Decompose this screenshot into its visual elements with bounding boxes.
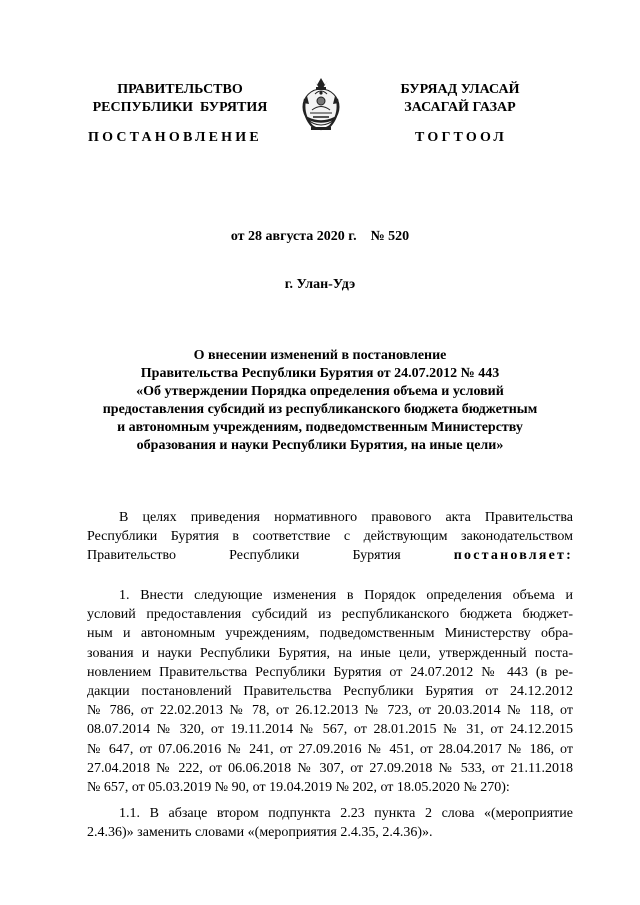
document-title <box>80 347 560 455</box>
title-line: Правительства Республики Бурятия от 24.07.2012 № 443 <box>140 366 500 381</box>
preamble-paragraph <box>87 508 573 566</box>
paragraph-line: № 786, от 22.02.2013 № 78, от 26.12.2013 № 723, от 20.03.2014 № 118, от <box>87 703 573 719</box>
title-line: «Об утверждении Порядка определения объема и условий <box>136 384 504 399</box>
title-line: образования и науки Республики Бурятия, на иные цели» <box>136 438 504 453</box>
issuer-russian-line-2: РЕСПУБЛИКИ БУРЯТИЯ <box>92 100 268 115</box>
paragraph-line: дакции постановлений Правительства Республики Бурятия от 24.12.2012 <box>87 684 573 700</box>
preamble-prefix: Правительство Республики Бурятия <box>87 548 454 564</box>
document-date: от 28 августа 2020 г. <box>230 229 357 244</box>
issuer-russian <box>80 81 280 117</box>
paragraph-1-1 <box>87 804 573 842</box>
paragraph-line <box>87 546 573 565</box>
document-number: № 520 <box>370 229 410 244</box>
city: г. Улан-Удэ <box>284 277 356 292</box>
paragraph-line: зования и науки Республики Бурятия, на иные цели, утвержденный поста- <box>87 645 573 661</box>
resolves-word: постановляет: <box>453 548 573 564</box>
issuer-russian-line-1: ПРАВИТЕЛЬСТВО <box>117 82 243 97</box>
issuer-buryat <box>380 81 540 117</box>
paragraph-line: новлением Правительства Республики Бурятия от 24.07.2012 № 443 (в ре- <box>87 664 573 680</box>
paragraph-line: условий предоставления субсидий из республиканского бюджета бюджет- <box>87 607 573 623</box>
paragraph-line: № 647, от 07.06.2016 № 241, от 27.09.2016 № 451, от 28.04.2017 № 186, от <box>87 741 573 757</box>
doc-type-buryat: ТОГТООЛ <box>415 130 508 145</box>
paragraph-line: 1.1. В абзаце втором подпункта 2.23 пункта 2 слова «(мероприятие <box>119 806 573 821</box>
title-line: и автономным учреждениям, подведомственным Министерству <box>117 420 523 435</box>
paragraph-line: 1. Внести следующие изменения в Порядок определения объема и <box>119 588 573 603</box>
date-and-number <box>0 229 640 245</box>
issuer-buryat-line-2: ЗАСАГАЙ ГАЗАР <box>404 100 516 115</box>
title-line: предоставления субсидий из республиканского бюджета бюджетным <box>102 402 538 417</box>
paragraph-line: 27.04.2018 № 222, от 06.06.2018 № 307, от 27.09.2018 № 533, от 21.11.2018 <box>87 760 573 776</box>
paragraph-line: № 657, от 05.03.2019 № 90, от 19.04.2019 № 202, от 18.05.2020 № 270): <box>87 780 510 796</box>
paragraph-line: ным и автономным учреждениям, подведомственным Министерству обра- <box>87 626 573 642</box>
coat-of-arms-icon <box>298 77 344 135</box>
paragraph-line: В целях приведения нормативного правового акта Правительства <box>119 510 573 525</box>
paragraph-line: 08.07.2014 № 320, от 19.11.2014 № 567, от 28.01.2015 № 31, от 24.12.2015 <box>87 722 573 738</box>
doc-type-russian: ПОСТАНОВЛЕНИЕ <box>88 130 262 145</box>
issuer-buryat-line-1: БУРЯАД УЛАСАЙ <box>400 82 520 97</box>
paragraph-line: 2.4.36)» заменить словами «(мероприятия 2.4.35, 2.4.36)». <box>87 825 433 841</box>
title-line: О внесении изменений в постановление <box>193 348 447 363</box>
paragraph-1 <box>87 586 573 797</box>
paragraph-line: Республики Бурятия в соответствие с действующим законодательством <box>87 529 573 545</box>
